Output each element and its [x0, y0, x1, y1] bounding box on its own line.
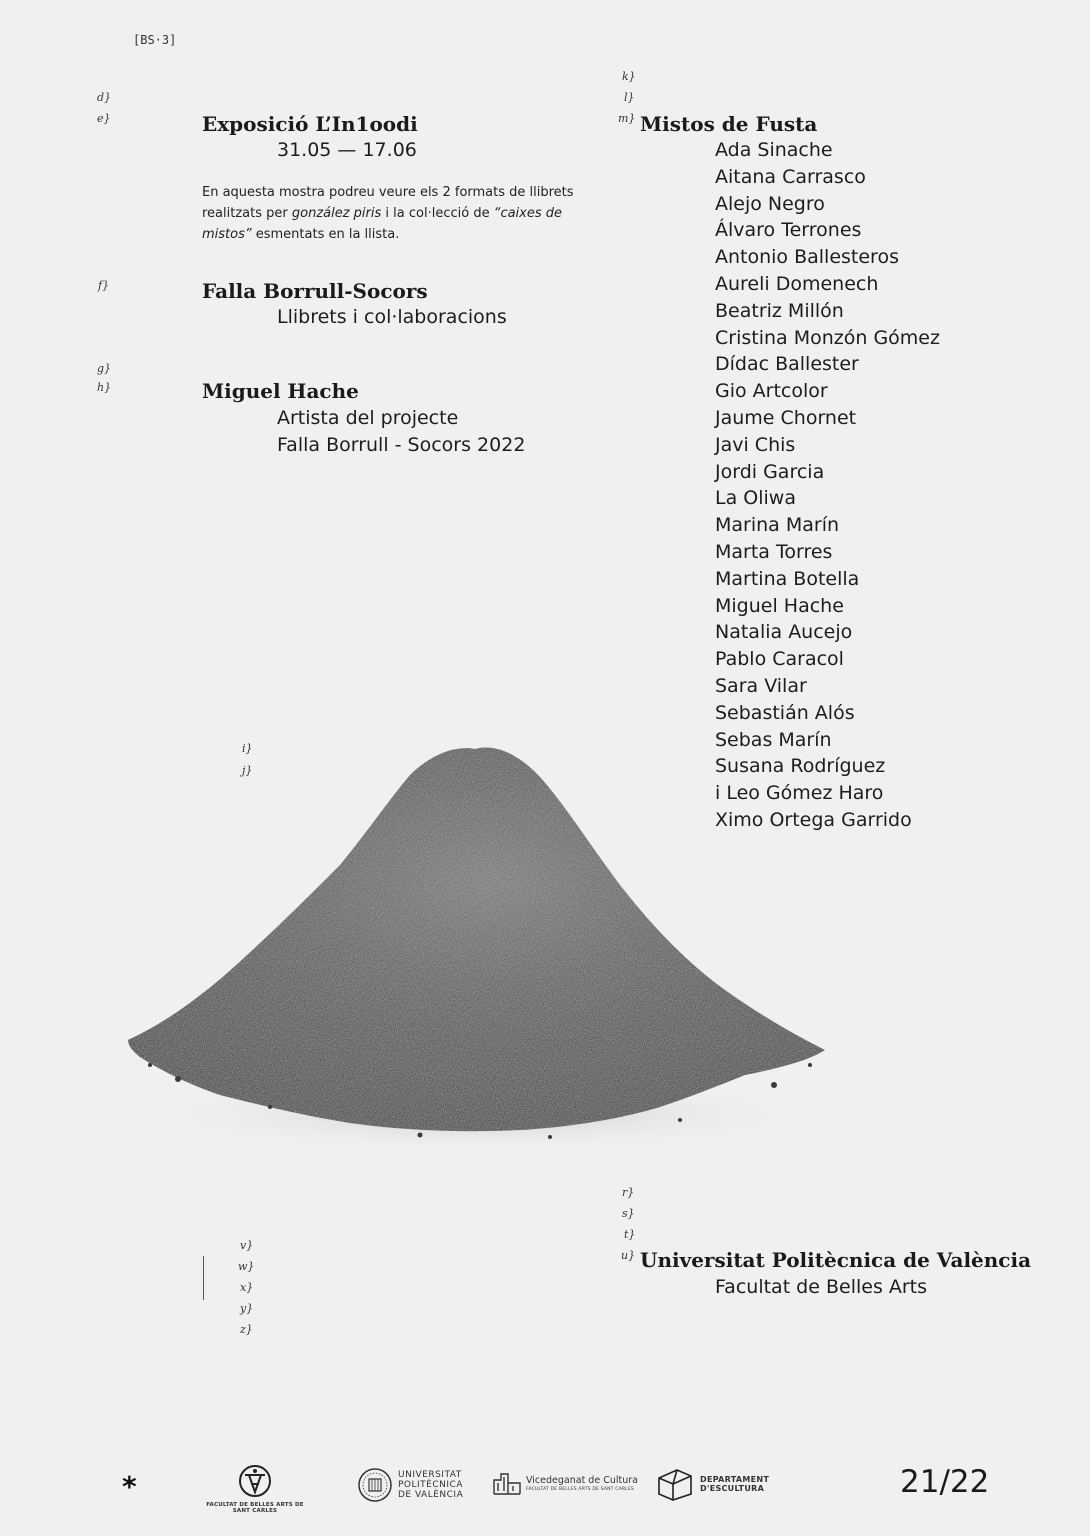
marker-v: v} — [240, 1239, 254, 1252]
mistos-names-list — [715, 137, 940, 834]
marker-z: z} — [240, 1323, 253, 1336]
university-title: Universitat Politècnica de València — [640, 1248, 1032, 1272]
mistos-name-item: Sara Vilar — [715, 674, 807, 697]
logo-upv — [358, 1468, 463, 1502]
exhibition-description — [202, 182, 612, 245]
marker-k: k} — [622, 70, 636, 83]
mistos-name-item: Martina Botella — [715, 567, 860, 590]
mistos-name-item: Sebas Marín — [715, 728, 832, 751]
mistos-name-item: Aureli Domenech — [715, 272, 879, 295]
desc-text: esmentats en la llista. — [251, 227, 400, 242]
desc-author: gonzález piris — [291, 206, 382, 221]
desc-line-1: En aquesta mostra podreu veure els 2 formats de llibrets — [202, 185, 574, 200]
poster-code: [BS·3] — [133, 33, 177, 47]
desc-text: realitzats per — [202, 206, 292, 221]
mistos-title: Mistos de Fusta — [640, 112, 818, 136]
mistos-name-item: Alejo Negro — [715, 192, 825, 215]
mistos-name-item: Jordi Garcia — [715, 460, 825, 483]
desc-line-3 — [202, 224, 612, 245]
marker-e: e} — [97, 112, 111, 125]
exhibition-dates: 31.05 — 17.06 — [277, 139, 417, 161]
ash-pile-image — [120, 735, 840, 1155]
vicedeganat-building-icon — [493, 1473, 521, 1495]
desc-collection: mistos” — [202, 227, 252, 242]
mistos-name-item: Antonio Ballesteros — [715, 246, 899, 269]
marker-w: w} — [238, 1260, 255, 1273]
marker-d: d} — [97, 91, 112, 104]
mistos-name-item: Javi Chis — [715, 433, 796, 456]
falla-subtitle: Llibrets i col·laboracions — [277, 306, 507, 328]
mistos-name-item: Pablo Caracol — [715, 648, 844, 671]
logo-escultura — [655, 1466, 769, 1502]
belles-arts-emblem-icon — [237, 1464, 273, 1498]
mistos-name-item: Beatriz Millón — [715, 299, 844, 322]
logo-belles-arts-text: FACULTAT DE BELLES ARTS DE SANT CARLES — [206, 1502, 304, 1514]
logo-belles-arts — [203, 1464, 307, 1514]
mistos-name-item: i Leo Gómez Haro — [715, 782, 884, 805]
year-label: 21/22 — [900, 1464, 990, 1500]
marker-t: t} — [624, 1228, 636, 1241]
marker-m: m} — [618, 112, 636, 125]
marker-j: j} — [242, 764, 253, 777]
mistos-name-item: Gio Artcolor — [715, 380, 828, 403]
desc-collection: “caixes de — [493, 206, 563, 221]
asterisk-mark: * — [122, 1470, 137, 1503]
marker-g: g} — [97, 362, 112, 375]
artist-line-2: Falla Borrull - Socors 2022 — [277, 434, 526, 456]
divider-line — [203, 1256, 204, 1300]
marker-i: i} — [242, 742, 253, 755]
marker-l: l} — [624, 91, 635, 104]
logo-vicedeganat-text — [526, 1475, 638, 1493]
logo-vicedeganat — [493, 1473, 638, 1495]
upv-seal-icon — [358, 1468, 392, 1502]
marker-s: s} — [622, 1207, 635, 1220]
vicedeganat-title: Vicedeganat de Cultura — [526, 1475, 638, 1486]
mistos-name-item: Ada Sinache — [715, 139, 833, 161]
upv-line-3: DE VALÈNCIA — [398, 1490, 464, 1500]
upv-line-1: UNIVERSITAT — [398, 1470, 462, 1480]
mistos-name-item: Ximo Ortega Garrido — [715, 808, 912, 831]
logo-upv-text — [398, 1470, 463, 1500]
desc-text: i la col·lecció de — [381, 206, 494, 221]
exhibition-title: Exposició L’In1oodi — [202, 112, 418, 136]
mistos-name-item: Cristina Monzón Gómez — [715, 326, 940, 349]
falla-title: Falla Borrull-Socors — [202, 279, 428, 303]
mistos-name-item: Aitana Carrasco — [715, 165, 866, 188]
artist-title: Miguel Hache — [202, 379, 359, 403]
university-subtitle: Facultat de Belles Arts — [715, 1276, 928, 1298]
vicedeganat-sub: FACULTAT DE BELLES ARTS DE SANT CARLES — [526, 1487, 634, 1492]
logo-escultura-text — [700, 1475, 769, 1493]
marker-f: f} — [98, 279, 110, 292]
marker-y: y} — [240, 1302, 254, 1315]
mistos-name-item: Susana Rodríguez — [715, 755, 886, 778]
mistos-name-item: La Oliwa — [715, 487, 796, 510]
mistos-name-item: Miguel Hache — [715, 594, 844, 617]
mistos-name-item: Natalia Aucejo — [715, 621, 853, 644]
mistos-name-item: Jaume Chornet — [715, 406, 857, 429]
mistos-name-item: Marina Marín — [715, 514, 840, 537]
escultura-line-2: D'ESCULTURA — [700, 1484, 765, 1493]
artist-line-1: Artista del projecte — [277, 407, 459, 429]
escultura-line-1: DEPARTAMENT — [700, 1475, 770, 1484]
mistos-name-item: Marta Torres — [715, 540, 833, 563]
marker-h: h} — [97, 381, 112, 394]
mistos-name-item: Dídac Ballester — [715, 353, 859, 376]
marker-x: x} — [240, 1281, 254, 1294]
upv-line-2: POLITÈCNICA — [398, 1480, 463, 1490]
marker-r: r} — [622, 1186, 635, 1199]
escultura-cube-icon — [655, 1466, 695, 1502]
mistos-name-item: Sebastián Alós — [715, 701, 855, 724]
mistos-name-item: Álvaro Terrones — [715, 219, 862, 242]
desc-line-2 — [202, 203, 612, 224]
marker-u: u} — [621, 1249, 636, 1262]
